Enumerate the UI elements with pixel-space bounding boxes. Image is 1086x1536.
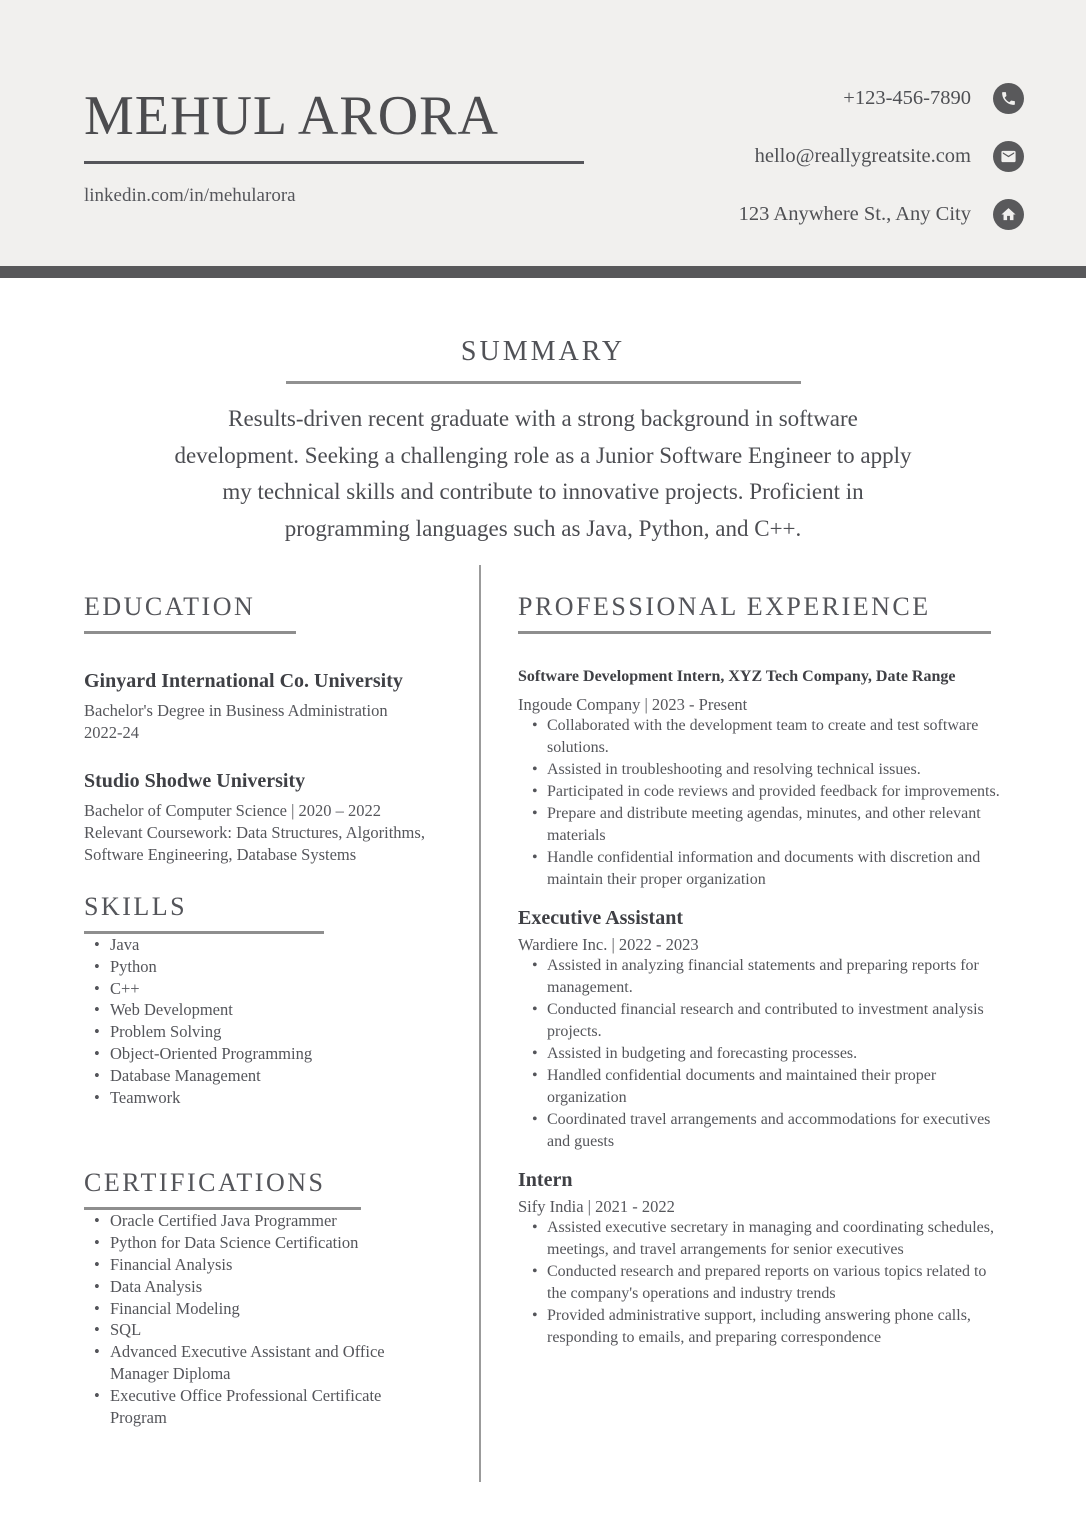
skills-heading: SKILLS xyxy=(84,892,188,921)
list-item: • Assisted in budgeting and forecasting processes. xyxy=(518,1043,1005,1065)
job-company-dates: Wardiere Inc. | 2022 - 2023 xyxy=(518,935,699,954)
right-column xyxy=(518,565,1005,1482)
experience-section xyxy=(518,592,1005,1349)
job-title: Executive Assistant xyxy=(518,907,683,929)
certifications-heading: CERTIFICATIONS xyxy=(84,1168,326,1198)
summary-underline xyxy=(286,381,801,384)
list-item: • Handle confidential information and documents with discretion and maintain their proper organization xyxy=(518,847,1005,891)
list-item: • Java xyxy=(84,934,436,956)
school-name: Ginyard International Co. University xyxy=(84,670,403,692)
list-item: • Python for Data Science Certification xyxy=(84,1232,436,1254)
job-entry xyxy=(518,1169,1005,1349)
job-company-dates: Ingoude Company | 2023 - Present xyxy=(518,695,748,714)
list-item: • Object-Oriented Programming xyxy=(84,1043,436,1065)
education-section xyxy=(84,592,436,866)
summary-line: my technical skills and contribute to innovative projects. Proficient in xyxy=(222,479,864,504)
summary-section xyxy=(0,336,1086,547)
certifications-list xyxy=(84,1210,436,1428)
job-entry xyxy=(518,668,1005,891)
contact-block xyxy=(739,83,1024,266)
summary-heading: SUMMARY xyxy=(460,336,626,367)
list-item: • Financial Modeling xyxy=(84,1298,436,1320)
job-company-dates: Sify India | 2021 - 2022 xyxy=(518,1197,675,1216)
email-address: hello@reallygreatsite.com xyxy=(754,145,971,167)
job-title: Intern xyxy=(518,1169,573,1191)
skills-section xyxy=(84,892,436,1108)
experience-heading: PROFESSIONAL EXPERIENCE xyxy=(518,592,931,621)
list-item: • Database Management xyxy=(84,1065,436,1087)
list-item: • Assisted executive secretary in managing and coordinating schedules, meetings, and travel arrangements for senior executives xyxy=(518,1217,1005,1261)
list-item: • Assisted in troubleshooting and resolving technical issues. xyxy=(518,759,1005,781)
job-title: Software Development Intern, XYZ Tech Company, Date Range xyxy=(518,668,956,685)
list-item: • C++ xyxy=(84,978,436,1000)
street-address: 123 Anywhere St., Any City xyxy=(738,203,971,225)
education-coursework: Relevant Coursework: Data Structures, Algorithms, Software Engineering, Database Systems xyxy=(84,823,425,864)
list-item: • SQL xyxy=(84,1319,436,1341)
summary-paragraph xyxy=(0,401,1086,547)
education-details xyxy=(84,700,436,744)
job-bullet-list xyxy=(518,1217,1005,1349)
list-item: • Advanced Executive Assistant and Office Manager Diploma xyxy=(84,1341,436,1385)
degree: Bachelor's Degree in Business Administration xyxy=(84,701,388,720)
certifications-section xyxy=(84,1168,436,1428)
list-item: • Assisted in analyzing financial statements and preparing reports for management. xyxy=(518,955,1005,999)
job-bullet-list xyxy=(518,715,1005,891)
education-underline xyxy=(84,631,296,634)
list-item: • Conducted research and prepared reports on various topics related to the company's operations and industry trends xyxy=(518,1261,1005,1305)
summary-line: development. Seeking a challenging role as a Junior Software Engineer to apply xyxy=(174,442,912,468)
linkedin-url: linkedin.com/in/mehularora xyxy=(84,185,296,206)
contact-row-phone xyxy=(843,83,1024,114)
column-divider-line xyxy=(479,565,481,1482)
summary-line: programming languages such as Java, Python, and C++. xyxy=(284,515,802,541)
school-name: Studio Shodwe University xyxy=(84,770,306,792)
education-dates: 2022-24 xyxy=(84,723,139,742)
skills-list xyxy=(84,934,436,1108)
experience-underline xyxy=(518,631,991,634)
list-item: • Coordinated travel arrangements and accommodations for executives and guests xyxy=(518,1109,1005,1153)
list-item: • Data Analysis xyxy=(84,1276,436,1298)
body-columns xyxy=(0,565,1086,1482)
list-item: • Provided administrative support, including answering phone calls, responding to emails, and preparing correspondence xyxy=(518,1305,1005,1349)
summary-line: Results-driven recent graduate with a strong background in software xyxy=(228,406,858,431)
list-item: • Participated in code reviews and provided feedback for improvements. xyxy=(518,781,1005,803)
list-item: • Executive Office Professional Certificate Program xyxy=(84,1385,436,1429)
education-item xyxy=(84,770,436,866)
list-item: • Web Development xyxy=(84,999,436,1021)
job-entry xyxy=(518,907,1005,1153)
identity-block xyxy=(84,85,584,266)
person-name: MEHUL ARORA xyxy=(84,85,499,147)
degree: Bachelor of Computer Science | 2020 – 2022 xyxy=(84,801,382,820)
contact-row-address xyxy=(739,199,1024,230)
header-divider-bar xyxy=(0,266,1086,278)
list-item: • Financial Analysis xyxy=(84,1254,436,1276)
list-item: • Conducted financial research and contributed to investment analysis projects. xyxy=(518,999,1005,1043)
header xyxy=(0,0,1086,266)
list-item: • Problem Solving xyxy=(84,1021,436,1043)
list-item: • Oracle Certified Java Programmer xyxy=(84,1210,436,1232)
job-bullet-list xyxy=(518,955,1005,1153)
education-heading: EDUCATION xyxy=(84,592,256,621)
list-item: • Teamwork xyxy=(84,1087,436,1109)
left-column xyxy=(84,565,436,1482)
list-item: • Python xyxy=(84,956,436,978)
email-icon xyxy=(993,141,1024,172)
contact-row-email xyxy=(755,141,1024,172)
phone-icon xyxy=(993,83,1024,114)
phone-number: +123-456-7890 xyxy=(843,87,971,109)
name-underline xyxy=(84,161,584,164)
list-item: • Handled confidential documents and maintained their proper organization xyxy=(518,1065,1005,1109)
education-details xyxy=(84,800,436,866)
list-item: • Prepare and distribute meeting agendas, minutes, and other relevant materials xyxy=(518,803,1005,847)
home-icon xyxy=(993,199,1024,230)
list-item: • Collaborated with the development team to create and test software solutions. xyxy=(518,715,1005,759)
education-item xyxy=(84,670,436,744)
